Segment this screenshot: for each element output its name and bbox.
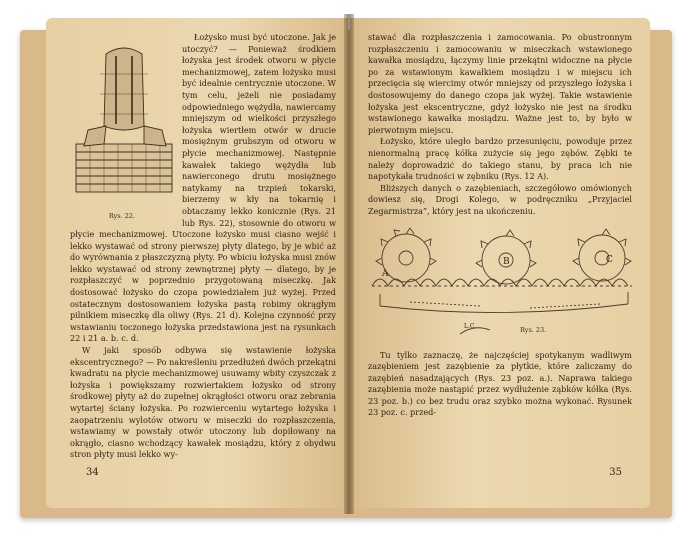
book-gutter [344,14,354,514]
fig-label-lc: L.C. [464,322,477,330]
right-paragraph-2: Łożysko, które uległo bardzo przesunięciu, powoduje przez nienormalną pracę kółka zużycie się jego zębów. Zębki te należy doprowadzić do takiego stanu, by praca ich nie napotykała trudności w zębniku (Rys. 12 A). [368,136,632,182]
bearing-drawing [70,34,174,204]
right-page [350,18,650,508]
open-book [18,14,674,522]
gear-c [573,229,631,281]
left-page [46,18,348,508]
gear-engagement-figure [370,224,634,344]
page-number-right: 35 [609,467,622,478]
left-paragraph-2: W jaki sposób odbywa się wstawienie łożyska ekscentrycznego? — Po nakreśleniu przedłużeń dwóch przekątni kwadratu na płycie mechanizmowej usuwamy wbity czyszczak z łożyska i powiększamy rozwiertakiem łożysko od strony środkowej płyty aż do zupełnej okrągłości otworu oraz zebrania wytartej ściany łożyska. Po rozwierceniu wytartego łożyska i zaopatrzeniu wylotów otworu w miseczki do rozpłaszczenia, wstawiamy w powstały otwór utoczony lub dopiłowany na okrągło, ciasno wchodzący kawałek mosiądzu, który z obydwu stron płyty musi lekko wy- [70,345,336,460]
figure-caption-left: Rys. 22. [108,212,136,220]
right-paragraph-4: Tu tylko zaznaczę, że najczęściej spotykanym wadliwym zazębieniem jest zazębienie za płytkie, które zaliczamy do zazębień nasadzających (Rys. 23 poz. a.). Naprawa takiego zazębienia może nastąpić przez wydłużenie ząbków kółka (Rys. 23 poz. b.) co bez trudu oraz szybko można wykonać. Rysunek 23 poz. c. przed- [368,349,632,418]
fig-label-a: A [382,268,389,279]
rack-teeth [372,279,628,286]
left-paragraph-1: Łożysko musi być utoczone. Jak je utoczyć? — Ponieważ środkiem łożyska jest środek otworu w płycie mechanizmowej, zatem łożysko musi być idealnie centrycznie utoczone. W tym celu, jeżeli nie posiadamy odpowiedniego wężydła, nawiercamy mniejszym od wielkości przyszłego łożyska wiertłem otwór w drucie mosiężnym grubszym od otworu w płycie mechanizmowej. Następnie kawałek takiego wężydła lub nawierconego drutu mosiężnego natykamy na trzpień tokarski, bierzemy w kły na tokarnię i obtaczamy lekko konicznie (Rys. 21 lub Rys. 22), stosownie do otworu w płycie mechanizmowej. Utoczone łożysko musi ciasno wejść i lekko wystawać od strony pierwszej płyty dlatego, by je wbić aż do wyrównania z płaszczyzną płyty. Po wbiciu łożyska musi znów lekko wystawać od strony zewnętrznej płyty — dlatego, by je rozpłaszczyć w poprzednio przygotowaną miseczkę. Jak dostosować łożysko do czopa powiedziałem już wyżej. Przed ostatecznym dostosowaniem łożyska pastą robimy okrągłym pilnikiem miseczkę dla oliwy (Rys. 21 d). Kolejna czynność przy wstawianiu toczonego łożyska przedstawiona jest na rysunkach 22 i 21 a. b. c. d. [70,32,336,344]
page-number-left: 34 [86,467,99,478]
right-paragraph-3: Bliższych danych o zazębieniach, szczegółowo omówionych dowiesz się, Drogi Kolego, w podręczniku „Przyjaciel Zegarmistrza”, który jest na ukończeniu. [368,182,632,216]
right-paragraph-1: stawać dla rozpłaszczenia i zamocowania. Po obustronnym rozpłaszczeniu i zamocowaniu w miseczkach wstawionego kawałka mosiądzu, łączymy linie przekątni widoczne na płycie po za wstawionym kawałkiem mosiądzu i w miejscu ich przecięcia się wiercimy otwór mniejszy od przyszłego łożyska i dostosowujemy do danego czopa jak wyżej. Takie wstawienie łożyska jest ekscentryczne, gdyż łożysko nie jest na środku wstawionego kawałka mosiądzu. Ważne jest to, by było w pierwotnym miejscu. [368,32,632,135]
bearing-figure [70,34,174,224]
fig-label-c: C [606,254,613,265]
fig-label-b: B [503,256,510,267]
figure-caption-right: Rys. 23. [520,325,547,334]
